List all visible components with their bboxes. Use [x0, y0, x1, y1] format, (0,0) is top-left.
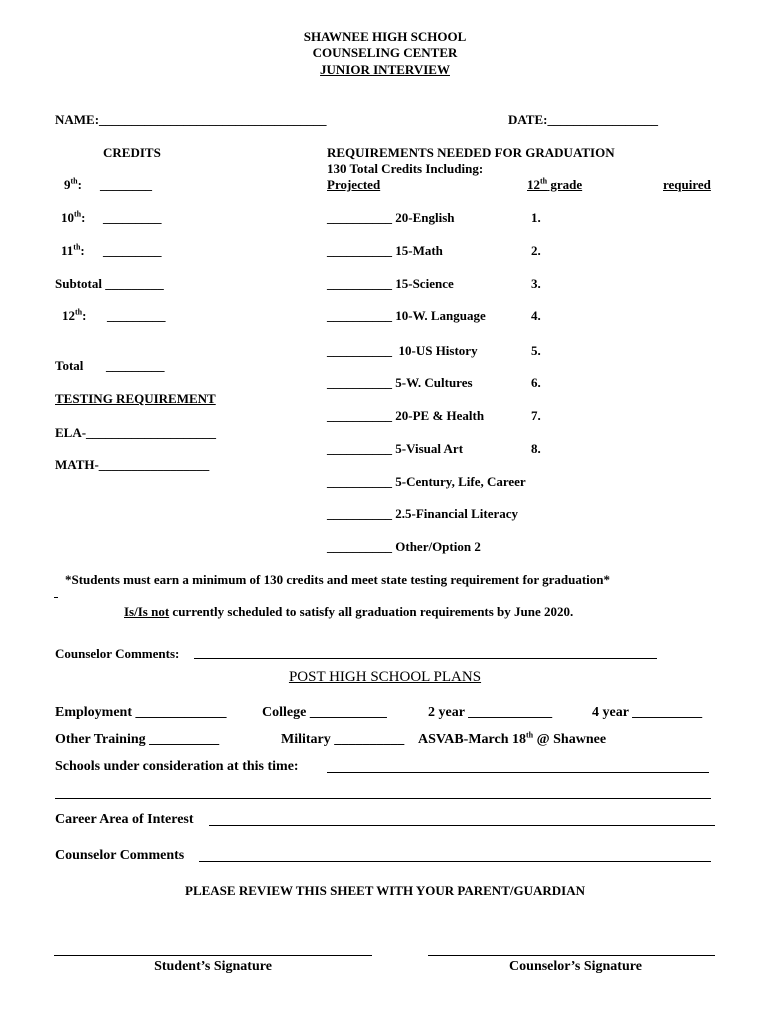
schools-label: Schools under consideration at this time: — [55, 759, 299, 774]
grade-12-number: 7. — [531, 408, 541, 423]
counselor-signature-line[interactable] — [428, 955, 715, 956]
career-line[interactable] — [209, 825, 715, 826]
testing-heading: TESTING REQUIREMENT — [55, 391, 216, 406]
requirement-row[interactable]: __________ 20-PE & Health — [327, 408, 485, 423]
requirement-row[interactable]: __________ 15-Math — [327, 243, 443, 258]
requirement-row[interactable]: __________ 5-Century, Life, Career — [327, 474, 526, 489]
stray-mark — [54, 597, 58, 598]
grade-12-number: 1. — [531, 210, 541, 225]
credits-12th-label: 12th: — [62, 307, 87, 323]
grade-12-number: 8. — [531, 441, 541, 456]
counselor-comments-line[interactable] — [194, 658, 657, 659]
military-field[interactable]: Military __________ — [281, 732, 405, 747]
four-year-field[interactable]: 4 year __________ — [592, 705, 703, 720]
credits-12th-blank[interactable]: _________ — [107, 308, 166, 323]
counselor-comments-2-line[interactable] — [199, 861, 711, 862]
credits-11th-blank[interactable]: _________ — [103, 243, 162, 258]
college-field[interactable]: College ___________ — [262, 705, 387, 720]
school-name: SHAWNEE HIGH SCHOOL — [303, 29, 467, 44]
schools-line[interactable] — [327, 772, 709, 773]
credits-heading: CREDITS — [103, 145, 161, 160]
requirement-row[interactable]: __________ 5-Visual Art — [327, 441, 464, 456]
form-title: JUNIOR INTERVIEW — [320, 62, 450, 77]
math-field[interactable]: MATH-_________________ — [55, 457, 210, 472]
status-statement: Is/Is not currently scheduled to satisfy all graduation requirements by June 2020. — [124, 604, 574, 619]
projected-column-header: Projected — [327, 177, 381, 192]
requirement-row[interactable]: __________ 15-Science — [327, 276, 454, 291]
credits-total-label: Total — [55, 358, 84, 373]
schools-line-2[interactable] — [55, 798, 711, 799]
student-signature-line[interactable] — [54, 955, 372, 956]
review-notice: PLEASE REVIEW THIS SHEET WITH YOUR PARENT/GUARDIAN — [185, 883, 585, 898]
career-label: Career Area of Interest — [55, 812, 194, 827]
grade-12-number: 2. — [531, 243, 541, 258]
requirement-row[interactable]: __________ 20-English — [327, 210, 455, 225]
post-hs-heading: POST HIGH SCHOOL PLANS — [288, 669, 482, 685]
graduation-notice: *Students must earn a minimum of 130 credits and meet state testing requirement for graduation* — [65, 572, 611, 587]
requirement-row[interactable]: __________ Other/Option 2 — [327, 539, 481, 554]
required-column-header: required — [663, 177, 711, 192]
two-year-field[interactable]: 2 year ____________ — [428, 705, 553, 720]
ela-field[interactable]: ELA-____________________ — [55, 425, 217, 440]
counselor-comments-label: Counselor Comments: — [55, 646, 180, 661]
requirement-row[interactable]: __________ 5-W. Cultures — [327, 375, 473, 390]
credits-9th-label: 9th: — [64, 176, 82, 192]
grade-12-number: 3. — [531, 276, 541, 291]
grade-12-column-header: 12th grade — [527, 176, 583, 192]
employment-field[interactable]: Employment _____________ — [55, 705, 227, 720]
status-choice[interactable]: Is/Is not — [124, 604, 170, 619]
name-field[interactable]: NAME:___________________________________ — [55, 112, 327, 127]
credits-subtotal[interactable]: Subtotal _________ — [55, 276, 164, 291]
requirement-row[interactable]: __________ 2.5-Financial Literacy — [327, 506, 519, 521]
credits-10th-blank[interactable]: _________ — [103, 210, 162, 225]
grade-12-number: 6. — [531, 375, 541, 390]
counselor-comments-2-label: Counselor Comments — [55, 848, 185, 863]
asvab-note: ASVAB-March 18th @ Shawnee — [418, 730, 607, 747]
credits-total-blank[interactable]: _________ — [106, 358, 165, 373]
requirements-heading: REQUIREMENTS NEEDED FOR GRADUATION — [327, 145, 615, 160]
credits-11th-label: 11th: — [61, 242, 85, 258]
credits-10th-label: 10th: — [61, 209, 86, 225]
counselor-signature-label: Counselor’s Signature — [509, 959, 642, 974]
grade-12-number: 5. — [531, 343, 541, 358]
other-training-field[interactable]: Other Training __________ — [55, 732, 220, 747]
grade-12-number: 4. — [531, 308, 541, 323]
credits-9th-blank[interactable]: ________ — [100, 177, 152, 192]
requirements-subheading: 130 Total Credits Including: — [327, 161, 484, 176]
requirement-row[interactable]: __________ 10-US History — [327, 343, 478, 358]
student-signature-label: Student’s Signature — [154, 959, 272, 974]
date-field[interactable]: DATE:_________________ — [508, 112, 658, 127]
center-name: COUNSELING CENTER — [312, 45, 458, 60]
requirement-row[interactable]: __________ 10-W. Language — [327, 308, 486, 323]
